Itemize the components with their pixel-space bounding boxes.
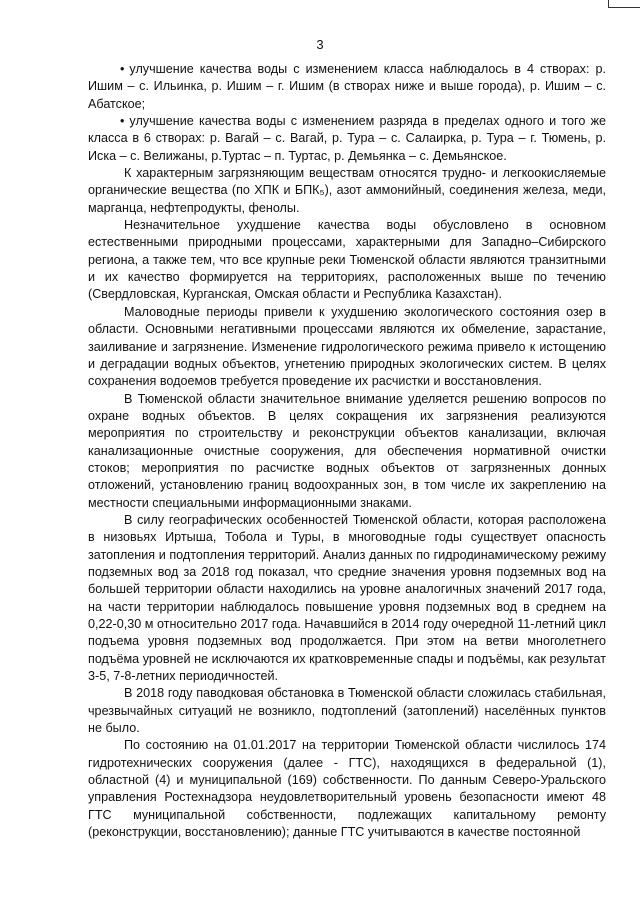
paragraph: Незначительное ухудшение качества воды обусловлено в основном естественными природными процессами, характерными для Западно–Сибирского региона, а также тем, что все крупные реки Тюменской области являются транзитными и их качество формируется на территориях, расположенных выше по течению (Свердловская, Курганская, Омская области и Республика Казахстан). — [88, 218, 606, 302]
paragraph-text: улучшение качества воды с изменением разряда в пределах одного и того же класса в 6 створах: р. Вагай – с. Вагай, р. Тура – с. Салаирка, р. Тура – г. Тюмень, р. Иска – с. Велижаны, р.Туртас – п. Туртас, р. Демьянка – с. Демьянское. — [88, 114, 606, 163]
page-number: 3 — [316, 37, 324, 52]
bullet-marker: • — [120, 62, 125, 76]
bullet-paragraph — [88, 61, 606, 113]
paragraph: Маловодные периоды привели к ухудшению экологического состояния озер в области. Основными негативными процессами являются их обмеление, зарастание, заиливание и загрязнение. Изменение гидрологического режима привело к истощению и деградации водных объектов, угнетению природных экологических систем. В целях сохранения водоемов требуется проведение их расчистки и восстановления. — [88, 304, 606, 389]
paragraph: В 2018 году паводковая обстановка в Тюменской области сложилась стабильная, чрезвычайных ситуаций не возникло, подтоплений (затоплений) населённых пунктов не было. — [88, 686, 606, 736]
paragraph: К характерным загрязняющим веществам относятся трудно- и легкоокисляемые органические вещества (по ХПК и БПК₅), азот аммонийный, соединения железа, меди, марганца, нефтепродукты, фенолы. — [88, 166, 606, 215]
bullet-marker: • — [120, 114, 125, 129]
bullet-paragraph — [88, 113, 606, 165]
paragraph: В Тюменской области значительное внимание уделяется решению вопросов по охране водных объектов. В целях сокращения их загрязнения реализуются мероприятия по строительству и реконструкции объектов канализации, включая канализационные очистные сооружения, для обеспечения нормативной очистки стоков; мероприятия по расчистке водных объектов от загрязненных донных отложений, установлению границ водоохранных зон, в том числе их закреплению на местности специальными информационными знаками. — [88, 391, 606, 510]
paragraph-text: улучшение качества воды с изменением класса наблюдалось в 4 створах: р. Ишим – с. Ильинка, р. Ишим – г. Ишим (в створах ниже и выше города), р. Ишим – с. Абатское; — [88, 62, 606, 111]
document-body — [88, 61, 606, 841]
scan-corner-mark — [608, 0, 640, 8]
paragraph: По состоянию на 01.01.2017 на территории Тюменской области числилось 174 гидротехнических сооружения (далее - ГТС), находящихся в федеральной (1), областной (4) и муниципальной (169) собственности. По данным Северо-Уральского управления Ростехнадзора неудовлетворительный уровень безопасности имеют 48 ГТС муниципальной собственности, подлежащих капитальному ремонту (реконструкции, восстановлению); данные ГТС учитываются в качестве постоянной — [88, 738, 606, 840]
paragraph: В силу географических особенностей Тюменской области, которая расположена в низовьях Иртыша, Тобола и Туры, в многоводные годы существует опасность затопления и подтопления территорий. Анализ данных по гидродинамическому режиму подземных вод за 2018 год показал, что средние значения уровня подземных вод на большей территории области находились на уровне аналогичных значений 2017 года, на части территории наблюдалось повышение уровня подземных вод в среднем на 0,22-0,30 м относительно 2017 года. Начавшийся в 2014 году очередной 11-летний цикл подъема уровня подземных вод продолжается. При этом на ветви многолетнего подъёма уровней не исключаются их кратковременные спады и подъёмы, как результат 3-5, 7-8-летних периодичностей. — [88, 512, 606, 684]
